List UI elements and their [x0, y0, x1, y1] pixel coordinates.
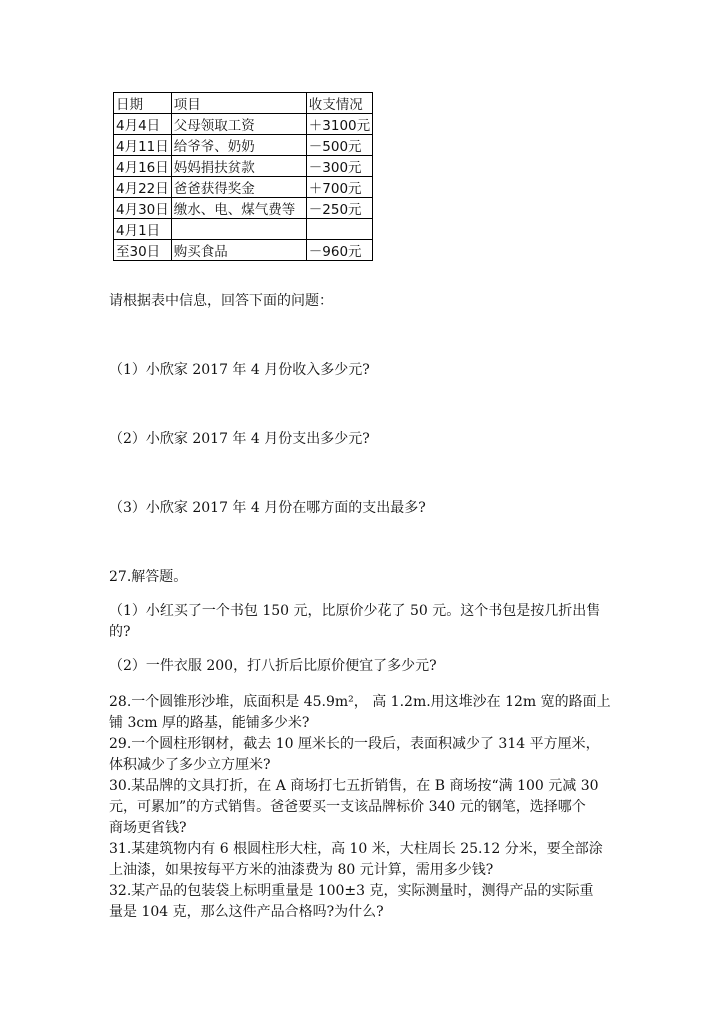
table-row	[114, 177, 373, 198]
problem-27-q2: （2）一件衣服 200，打八折后比原价便宜了多少元?	[109, 658, 437, 674]
problem-30-line3: 商场更省钱?	[109, 820, 187, 836]
problem-30-line1: 30.某品牌的文具打折，在 A 商场打七五折销售，在 B 商场按“满 100 元减 30	[109, 778, 599, 794]
header-item: 项目	[171, 93, 306, 114]
problem-27-q1-line2: 的?	[109, 624, 131, 640]
cell-amount: －500元	[306, 135, 372, 156]
cell-amount: ＋700元	[306, 177, 372, 198]
problem-28-line1: 28.一个圆锥形沙堆，底面积是 45.9m²， 高 1.2m.用这堆沙在 12m 宽的路面上	[109, 694, 611, 710]
cell-date: 4月4日	[114, 114, 172, 135]
table-header-row	[114, 93, 373, 114]
question-3: （3）小欣家 2017 年 4 月份在哪方面的支出最多?	[109, 500, 426, 516]
problem-28-line2: 铺 3cm 厚的路基，能铺多少米?	[109, 715, 310, 731]
header-date: 日期	[114, 93, 172, 114]
cell-item: 缴水、电、煤气费等	[171, 198, 306, 219]
problem-32-line1: 32.某产品的包装袋上标明重量是 100±3 克，实际测量时，测得产品的实际重	[109, 883, 594, 899]
problem-31-line1: 31.某建筑物内有 6 根圆柱形大柱，高 10 米，大柱周长 25.12 分米，要全部涂	[109, 841, 603, 857]
cell-item: 给爷爷、奶奶	[171, 135, 306, 156]
cell-item: 妈妈捐扶贫款	[171, 156, 306, 177]
problem-27-title: 27.解答题。	[109, 569, 188, 585]
income-expense-table	[113, 92, 373, 261]
cell-date: 4月30日	[114, 198, 172, 219]
cell-date: 4月11日	[114, 135, 172, 156]
problem-31-line2: 上油漆，如果按每平方米的油漆费为 80 元计算，需用多少钱?	[109, 862, 494, 878]
cell-amount: －300元	[306, 156, 372, 177]
problem-32-line2: 量是 104 克，那么这件产品合格吗?为什么?	[109, 904, 384, 920]
problem-27-q1-line1: （1）小红买了一个书包 150 元，比原价少花了 50 元。这个书包是按几折出售	[109, 603, 601, 619]
header-amount: 收支情况	[306, 93, 372, 114]
cell-item: 购买食品	[171, 240, 306, 261]
cell-item: 父母领取工资	[171, 114, 306, 135]
instruction-text: 请根据表中信息，回答下面的问题：	[109, 293, 333, 309]
table-row	[114, 156, 373, 177]
table-row	[114, 114, 373, 135]
table-row	[114, 219, 373, 240]
cell-date: 4月16日	[114, 156, 172, 177]
cell-date: 至30日	[114, 240, 172, 261]
table-row	[114, 198, 373, 219]
question-1: （1）小欣家 2017 年 4 月份收入多少元?	[109, 362, 370, 378]
cell-amount: －960元	[306, 240, 372, 261]
problem-29-line2: 体积减少了多少立方厘米?	[109, 757, 271, 773]
cell-amount: ＋3100元	[306, 114, 372, 135]
cell-amount: －250元	[306, 198, 372, 219]
table-row	[114, 135, 373, 156]
cell-date: 4月22日	[114, 177, 172, 198]
cell-item: 爸爸获得奖金	[171, 177, 306, 198]
problem-29-line1: 29.一个圆柱形钢材，截去 10 厘米长的一段后，表面积减少了 314 平方厘米，	[109, 736, 600, 752]
cell-date: 4月1日	[114, 219, 172, 240]
cell-amount	[306, 219, 372, 240]
cell-item	[171, 219, 306, 240]
question-2: （2）小欣家 2017 年 4 月份支出多少元?	[109, 431, 370, 447]
table-row	[114, 240, 373, 261]
problem-30-line2: 元，可累加”的方式销售。爸爸要买一支该品牌标价 340 元的钢笔，选择哪个	[109, 799, 586, 815]
